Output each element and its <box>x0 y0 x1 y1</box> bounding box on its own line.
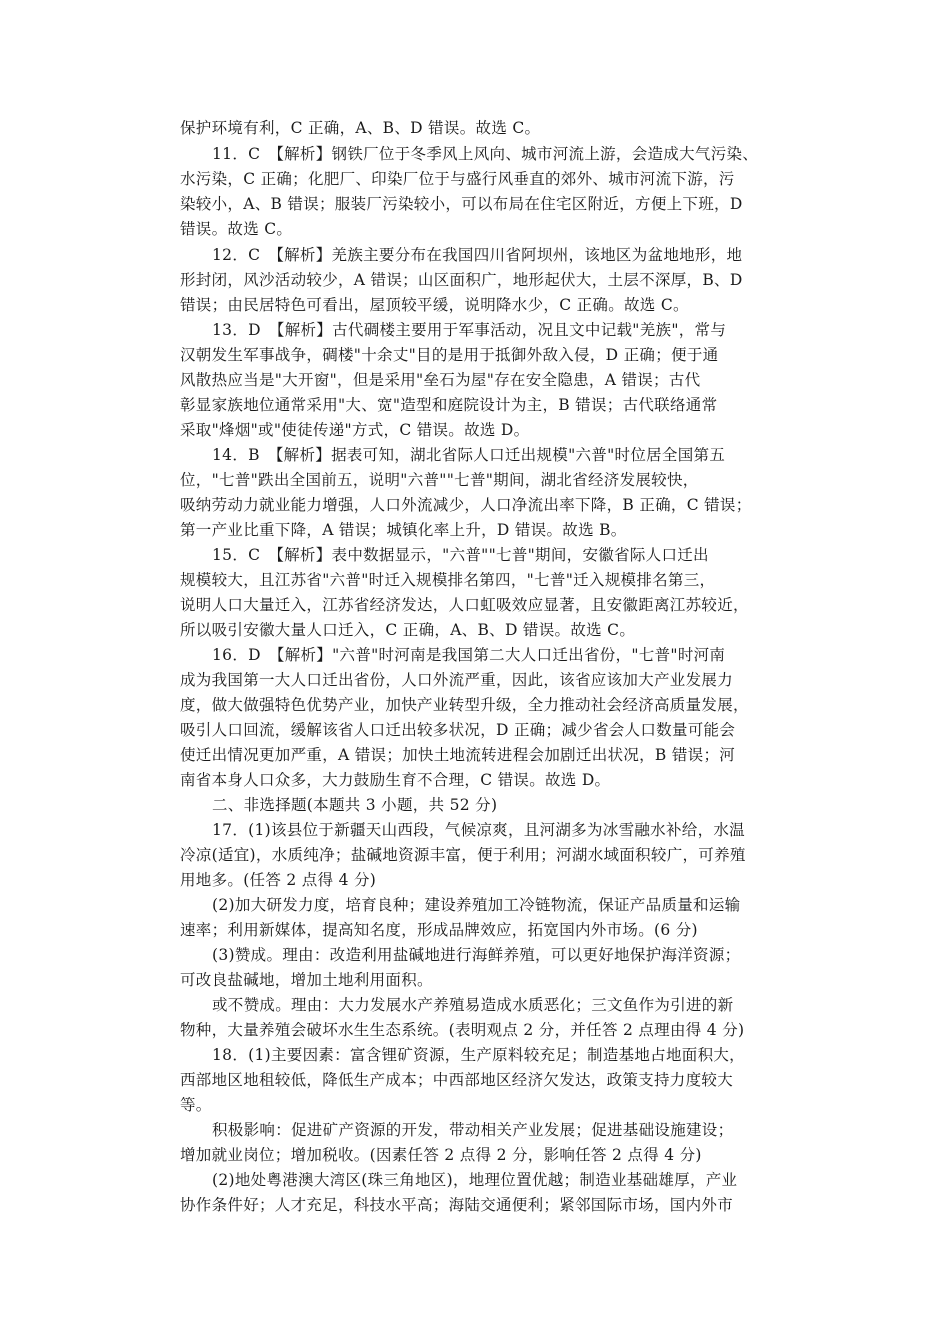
text-line: 说明人口大量迁入，江苏省经济发达，人口虹吸效应显著，且安徽距离江苏较近， <box>180 596 749 614</box>
text-line: 南省本身人口众多，大力鼓励生育不合理，C 错误。故选 D。 <box>180 771 611 789</box>
text-line: 使迁出情况更加严重，A 错误；加快土地流转进程会加剧迁出状况，B 错误；河 <box>180 746 736 764</box>
section-heading: 二、非选择题(本题共 3 小题，共 52 分) <box>212 796 498 814</box>
text-line: 11．C 【解析】钢铁厂位于冬季风上风向、城市河流上游，会造成大气污染、 <box>212 145 759 163</box>
text-line: 13．D 【解析】古代碉楼主要用于军事活动，况且文中记载"羌族"，常与 <box>212 321 727 339</box>
text-line: 速率；利用新媒体，提高知名度，形成品牌效应，拓宽国内外市场。(6 分) <box>180 921 698 939</box>
text-line: 度，做大做强特色优势产业，加快产业转型升级，全力推动社会经济高质量发展， <box>180 696 749 714</box>
text-line: 12．C 【解析】羌族主要分布在我国四川省阿坝州，该地区为盆地地形，地 <box>212 246 743 264</box>
text-line: 吸引人口回流，缓解该省人口迁出较多状况，D 正确；减少省会人口数量可能会 <box>180 721 736 739</box>
text-line: 彰显家族地位通常采用"大、宽"造型和庭院设计为主，B 错误；古代联络通常 <box>180 396 718 414</box>
text-line: (2)加大研发力度，培育良种；建设养殖加工冷链物流，保证产品质量和运输 <box>212 896 741 914</box>
text-line: 积极影响：促进矿产资源的开发，带动相关产业发展；促进基础设施建设； <box>212 1121 734 1139</box>
text-line: 物种，大量养殖会破坏水生生态系统。(表明观点 2 分，并任答 2 点理由得 4 分) <box>180 1021 745 1039</box>
text-line: 保护环境有利，C 正确，A、B、D 错误。故选 C。 <box>180 119 541 137</box>
text-line: (2)地处粤港澳大湾区(珠三角地区)，地理位置优越；制造业基础雄厚，产业 <box>212 1171 738 1189</box>
text-line: 或不赞成。理由：大力发展水产养殖易造成水质恶化；三文鱼作为引进的新 <box>212 996 734 1014</box>
text-line: 增加就业岗位；增加税收。(因素任答 2 点得 2 分，影响任答 2 点得 4 分) <box>180 1146 702 1164</box>
text-line: (3)赞成。理由：改造利用盐碱地进行海鲜养殖，可以更好地保护海洋资源； <box>212 946 741 964</box>
text-line: 16．D 【解析】"六普"时河南是我国第二大人口迁出省份，"七普"时河南 <box>212 646 726 664</box>
text-line: 协作条件好；人才充足，科技水平高；海陆交通便利；紧邻国际市场，国内外市 <box>180 1196 734 1214</box>
text-line: 14．B 【解析】据表可知，湖北省际人口迁出规模"六普"时位居全国第五 <box>212 446 726 464</box>
text-line: 染较小，A、B 错误；服装厂污染较小，可以布局在住宅区附近，方便上下班，D <box>180 195 743 213</box>
text-line: 18．(1)主要因素：富含锂矿资源，生产原料较充足；制造基地占地面积大， <box>212 1046 745 1064</box>
text-line: 错误。故选 C。 <box>180 220 293 238</box>
text-line: 规模较大，且江苏省"六普"时迁入规模排名第四，"七普"迁入规模排名第三， <box>180 571 716 589</box>
text-line: 用地多。(任答 2 点得 4 分) <box>180 871 377 889</box>
text-line: 第一产业比重下降，A 错误；城镇化率上升，D 错误。故选 B。 <box>180 521 627 539</box>
text-line: 17．(1)该县位于新疆天山西段，气候凉爽，且河湖多为冰雪融水补给，水温 <box>212 821 745 839</box>
text-line: 冷凉(适宜)，水质纯净；盐碱地资源丰富，便于利用；河湖水域面积较广，可养殖 <box>180 846 746 864</box>
text-line: 水污染，C 正确；化肥厂、印染厂位于与盛行风垂直的郊外、城市河流下游，污 <box>180 170 735 188</box>
text-line: 错误；由民居特色可看出，屋顶较平缓，说明降水少，C 正确。故选 C。 <box>180 296 689 314</box>
text-line: 吸纳劳动力就业能力增强，人口外流减少，人口净流出率下降，B 正确，C 错误； <box>180 496 752 514</box>
text-line: 西部地区地租较低，降低生产成本；中西部地区经济欠发达，政策支持力度较大 <box>180 1071 734 1089</box>
text-line: 汉朝发生军事战争，碉楼"十余丈"目的是用于抵御外敌入侵，D 正确；便于通 <box>180 346 719 364</box>
text-line: 风散热应当是"大开窗"，但是采用"垒石为屋"存在安全隐患，A 错误；古代 <box>180 371 701 389</box>
text-line: 形封闭，风沙活动较少，A 错误；山区面积广，地形起伏大，土层不深厚，B、D <box>180 271 743 289</box>
text-line: 15．C 【解析】表中数据显示，"六普""七普"期间，安徽省际人口迁出 <box>212 546 709 564</box>
text-line: 等。 <box>180 1096 212 1114</box>
text-line: 位，"七普"跌出全国前五，说明"六普""七普"期间，湖北省经济发展较快， <box>180 471 699 489</box>
text-line: 采取"烽烟"或"使徒传递"方式，C 错误。故选 D。 <box>180 421 530 439</box>
text-line: 所以吸引安徽大量人口迁入，C 正确，A、B、D 错误。故选 C。 <box>180 621 636 639</box>
text-line: 成为我国第一大人口迁出省份，人口外流严重，因此，该省应该加大产业发展力 <box>180 671 734 689</box>
text-line: 可改良盐碱地，增加土地利用面积。 <box>180 971 433 989</box>
